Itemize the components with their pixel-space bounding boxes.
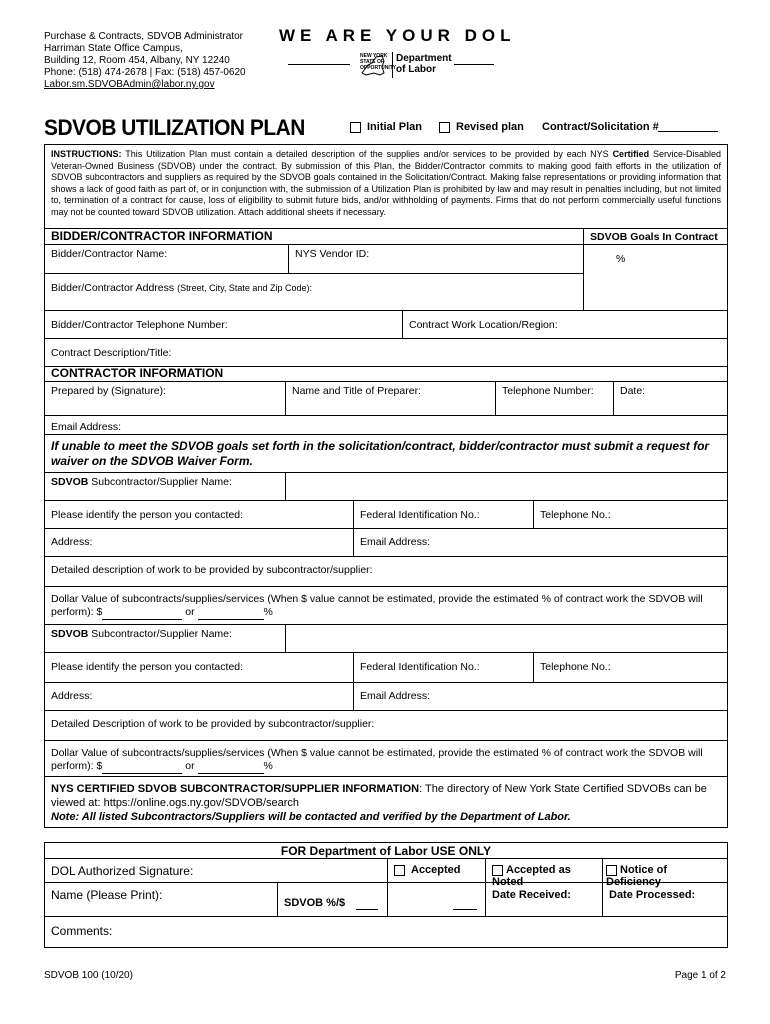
sdvob-label: SDVOB xyxy=(51,476,89,488)
sub2-name-label xyxy=(45,625,285,652)
or-label: or xyxy=(185,760,195,772)
slogan: WE ARE YOUR DOL xyxy=(279,26,516,45)
initial-plan-label: Initial Plan xyxy=(367,121,423,133)
certified-info xyxy=(45,777,727,827)
sdvob-pct-label: SDVOB %/$ xyxy=(284,897,346,909)
dollar-sign: $ xyxy=(96,606,103,618)
deficiency-label: Notice of Deficiency xyxy=(606,864,668,888)
instructions-text: Service-Disabled Veteran-Owned Business (SDVOB) under the contract. By submission of this Plan, the Bidder/Contractor commits to making good faith efforts in the utilization of SDVOB subcontractors and suppliers as required by the SDVOB goals contained in the Solicitation/Contract. Making false representations or providing information that shows a lack of good faith as part of, or in conjunction with, the submission of a Utilization Plan is prohibited by law and may result in penalties including, but not limited to, termination of a contract for cause, loss of eligibility to submit future bids, and/or withholding of payments. Firms that do not perform commercially useful functions may not be counted toward SDVOB utilization. Attach additional sheets if necessary. xyxy=(51,149,721,217)
sub2-contact-field[interactable]: Please identify the person you contacted: xyxy=(51,661,244,673)
sub2-fed-id-field[interactable]: Federal Identification No.: xyxy=(353,653,533,682)
sub1-name-label xyxy=(45,473,285,500)
sub1-phone-field[interactable]: Telephone No.: xyxy=(533,501,727,528)
instructions-text: This Utilization Plan must contain a detailed description of the supplies and/or services to be provided by each NYS xyxy=(125,149,609,159)
contractor-header: CONTRACTOR INFORMATION xyxy=(51,366,224,380)
accepted-noted-option[interactable] xyxy=(485,859,602,888)
certified-heading: NYS CERTIFIED SDVOB SUBCONTRACTOR/SUPPLIER INFORMATION xyxy=(51,783,420,795)
comments-field[interactable]: Comments: xyxy=(51,924,113,938)
bidder-phone-field[interactable]: Bidder/Contractor Telephone Number: xyxy=(51,319,228,331)
waiver-notice: If unable to meet the SDVOB goals set forth in the solicitation/contract, bidder/contractor must submit a request for waiver on the SDVOB Waiver Form. xyxy=(51,439,710,468)
sub1-dollar-value[interactable] xyxy=(45,587,727,624)
sub1-email-field[interactable]: Email Address: xyxy=(353,529,727,556)
sub2-dollar-value[interactable] xyxy=(45,741,727,776)
address-line: Harriman State Office Campus, xyxy=(44,43,183,54)
instructions-label: INSTRUCTIONS: xyxy=(51,149,122,159)
dollar-sign: $ xyxy=(96,760,103,772)
logo-dept-line1: Department xyxy=(396,53,452,64)
certified-text: : The directory of New York State Certified SDVOBs can be viewed at: https://online.ogs.ny.gov/SDVOB/search xyxy=(51,783,707,809)
accepted-noted-checkbox[interactable] xyxy=(492,865,503,876)
bidder-address-label: Bidder/Contractor Address xyxy=(51,282,175,294)
deficiency-option[interactable] xyxy=(602,859,727,888)
sub2-email-field[interactable]: Email Address: xyxy=(353,683,727,710)
accepted-noted-label: Accepted as Noted xyxy=(492,864,571,888)
percent-sign: % xyxy=(263,606,273,618)
contractor-phone-field[interactable]: Telephone Number: xyxy=(495,382,613,415)
bidder-name-field[interactable]: Bidder/Contractor Name: xyxy=(51,248,168,260)
work-location-field[interactable]: Contract Work Location/Region: xyxy=(402,311,727,338)
percent-sign: % xyxy=(263,760,273,772)
admin-email-link[interactable]: Labor.sm.SDVOBAdmin@labor.ny.gov xyxy=(44,79,215,90)
dollar-value-label: Dollar Value of subcontracts/supplies/services (When $ value cannot be estimated, provide the estimated % of contract work the SDVOB will perform): xyxy=(51,747,703,772)
sub1-percent-input[interactable] xyxy=(198,606,264,620)
sub1-contact-field[interactable]: Please identify the person you contacted: xyxy=(51,509,244,521)
revised-plan-checkbox[interactable] xyxy=(439,122,450,133)
dol-signature-field[interactable]: DOL Authorized Signature: xyxy=(51,864,194,878)
or-label: or xyxy=(185,606,195,618)
deficiency-checkbox[interactable] xyxy=(606,865,617,876)
bidder-header: BIDDER/CONTRACTOR INFORMATION xyxy=(45,229,583,245)
contractor-email-field[interactable]: Email Address: xyxy=(51,421,122,433)
sdvob-pct-value-field[interactable] xyxy=(387,883,485,916)
sdvob-goals-header: SDVOB Goals In Contract xyxy=(584,229,727,245)
vendor-id-field[interactable]: NYS Vendor ID: xyxy=(288,245,583,273)
accepted-checkbox[interactable] xyxy=(394,865,405,876)
dol-use-only-table xyxy=(44,842,728,948)
logo-state-text: NEW YORK STATE OF OPPORTUNITY xyxy=(360,53,397,71)
initial-plan-option[interactable] xyxy=(350,121,422,133)
sub1-dollar-input[interactable] xyxy=(102,606,182,620)
dollar-value-label: Dollar Value of subcontracts/supplies/services (When $ value cannot be estimated, provide the estimated % of contract work the SDVOB will perform): xyxy=(51,593,703,618)
address-line: Phone: (518) 474-2678 | Fax: (518) 457-0620 xyxy=(44,67,246,78)
form-id: SDVOB 100 (10/20) xyxy=(44,970,133,981)
sub1-address-field[interactable]: Address: xyxy=(51,536,93,548)
instructions-certified: Certified xyxy=(612,149,650,159)
bidder-block xyxy=(45,229,583,310)
sdvob-goals-field[interactable]: % xyxy=(616,253,626,265)
sdvob-pct-field[interactable] xyxy=(277,883,387,916)
utilization-form xyxy=(44,144,728,828)
name-print-field[interactable]: Name (Please Print): xyxy=(51,888,163,902)
verification-note: Note: All listed Subcontractors/Suppliers will be contacted and verified by the Department of Labor. xyxy=(51,811,571,823)
sub-name-label: Subcontractor/Supplier Name: xyxy=(91,628,232,640)
prepared-by-field[interactable]: Prepared by (Signature): xyxy=(51,385,166,397)
date-field[interactable]: Date: xyxy=(613,382,727,415)
sub1-fed-id-field[interactable]: Federal Identification No.: xyxy=(353,501,533,528)
sub2-percent-input[interactable] xyxy=(198,760,264,774)
instructions xyxy=(45,145,727,228)
sub2-address-field[interactable]: Address: xyxy=(51,690,93,702)
contract-number-field[interactable] xyxy=(658,131,718,132)
logo-dept-line2: of Labor xyxy=(396,64,436,75)
sub2-phone-field[interactable]: Telephone No.: xyxy=(533,653,727,682)
sub1-work-desc-field[interactable]: Detailed description of work to be provided by subcontractor/supplier: xyxy=(51,564,373,576)
date-received-field[interactable]: Date Received: xyxy=(485,883,602,916)
sub2-name-field[interactable] xyxy=(285,625,727,652)
dol-header: FOR Department of Labor USE ONLY xyxy=(280,844,492,858)
contract-solicitation-label: Contract/Solicitation # xyxy=(542,121,659,133)
revised-plan-label: Revised plan xyxy=(456,121,524,133)
page-title: SDVOB UTILIZATION PLAN xyxy=(44,115,305,140)
date-processed-field[interactable]: Date Processed: xyxy=(602,883,727,916)
bidder-address-hint: (Street, City, State and Zip Code): xyxy=(177,283,312,293)
sdvob-goals-block xyxy=(583,229,727,310)
bidder-address-field[interactable] xyxy=(45,274,583,310)
initial-plan-checkbox[interactable] xyxy=(350,122,361,133)
accepted-label: Accepted xyxy=(411,864,461,876)
agency-address xyxy=(44,31,246,91)
sub2-work-desc-field[interactable]: Detailed Description of work to be provided by subcontractor/supplier: xyxy=(51,718,375,730)
sdvob-label: SDVOB xyxy=(51,628,89,640)
address-line: Purchase & Contracts, SDVOB Administrator xyxy=(44,31,243,42)
preparer-name-field[interactable]: Name and Title of Preparer: xyxy=(285,382,495,415)
address-line: Building 12, Room 454, Albany, NY 12240 xyxy=(44,55,230,66)
dol-logo xyxy=(288,50,498,86)
sub2-dollar-input[interactable] xyxy=(102,760,182,774)
accepted-option[interactable] xyxy=(387,859,485,882)
contract-description-field[interactable]: Contract Description/Title: xyxy=(51,347,172,359)
page-number: Page 1 of 2 xyxy=(674,970,726,981)
sub-name-label: Subcontractor/Supplier Name: xyxy=(91,476,232,488)
revised-plan-option[interactable] xyxy=(439,121,524,133)
sub1-name-field[interactable] xyxy=(285,473,727,500)
